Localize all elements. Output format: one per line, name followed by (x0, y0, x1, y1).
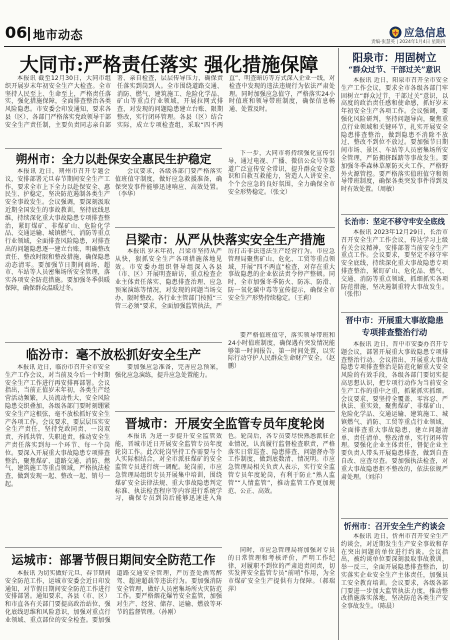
article-changzhi-title: 长治市：坚定不移守牢安全底线 (344, 217, 445, 226)
section-rule (341, 214, 448, 215)
article-jincheng-body (115, 433, 335, 543)
section-rule (115, 411, 335, 412)
article-shuozhou-body (5, 168, 110, 340)
article-linfen-body (5, 364, 110, 544)
header-rule (4, 46, 446, 47)
brand-title: 应急信息 (404, 27, 446, 39)
section-rule (5, 342, 222, 343)
article-paragraph: 要加强应急准备，完善应急预案，强化应急演练，提升应急处置能力。 (115, 364, 222, 379)
emergency-logo-icon (389, 26, 402, 39)
article-yangquan-title-line1: 阳泉市：用固树立 (352, 52, 437, 64)
article-paragraph: 本报讯 近日，晋中市安委办召开专题会议，部署开展重大事故隐患专项排查整治行动。会议指出，开展重大事故隐患专项排查整治是防范化解重大安全风险的有效手段，各级各部门要切实提高思想认识，把专项行动作为当前安全生产工作的重中之重，抓紧抓实抓细。会议要求，要坚持全覆盖、零容忍、严执法、重实效，聚焦煤矿、非煤矿山、危险化学品、交通运输、建筑施工、城镇燃气、消防、工贸等重点行业领域，全面排查重大事故隐患，建立问题清单、责任清单、整改清单，实行闭环管理。要强化企业主体责任，督促企业主要负责人带头开展隐患排查，做到自查自改、应查尽查。要加强执法检查，对重大事故隐患拒不整改的，依法依规严肃处理。（刘洋） (341, 341, 448, 481)
article-paragraph: 本报讯 岁末年初，吕梁市坚持从严从快，狠抓安全生产各项措施落地见效。市安委办组织督导组深入各县（市、区）开展明查暗访，重点检查企业主体责任落实、隐患排查治理、应急预案演练等情况，对发现的问题当场交办、限时整改。各行业主管部门按照“三管三必须”要求，全面加强监管执法，严厉打击非法违法生产经营行为。市应急管理局聚焦矿山、危化、工贸等重点领域，开展“四不两直”检查，对存在重大事故隐患的企业依法责令停产整顿。同时，全市加强冬季防火、防冻、防滑、防一氧化碳中毒等宣传提示，确保全市安全生产形势持续稳定。（王莉） (115, 248, 335, 310)
article-paragraph: 本报讯 为进一步提升安全监管效能，晋城市近日开展安全监管专员年度轮岗工作。此次轮岗坚持工作需要与个人实际相结合，对全市派驻煤矿的安全监管专员进行统一调配。轮岗前，市应急管理局组织专员开展集中培训，围绕煤矿安全法律法规、重大事故隐患判定标准、执法检查程序等内容进行系统学习，确保专员到岗后能够迅速进入角色。轮岗后，各专员要尽快熟悉派驻企业情况，认真履行监督检查职责，严格落实日常巡查、隐患排查、问题督办等工作制度，做到底数清、情况明。市应急管理局相关负责人表示，实行安全监管专员年度轮岗，有利于防止“熟人监管”“人情监管”，推动监管工作更加规范、公正、高效。 (115, 433, 335, 503)
article-paragraph: 要严格值班值守，落实领导带班和24小时值班制度，确保遇有突发情况能够第一时间报告、第一时间处置，以实际行动守护人民群众生命财产安全。（赵鹏） (228, 332, 335, 371)
article-jinzhong-body (341, 341, 448, 515)
article-datong-body-continued (228, 150, 335, 225)
article-datong-body (5, 75, 335, 146)
section-rule (341, 518, 448, 519)
article-paragraph: 本报讯 近日，临汾市召开全市安全生产工作会议，对当前及今后一个时期安全生产工作进行再安排再部署。会议指出，当前正值岁末年初，各类生产经营活动频繁，人员流动性大，安全风险隐患交织叠加，各级各部门要时刻绷紧安全生产这根弦，毫不放松抓好安全生产各项工作。会议要求，要层层压实安全生产责任，坚持党政同责、一岗双责、齐抓共管、失职追责，推动安全生产责任落实到每一个环节、每一个岗位。要深入开展重大事故隐患专项排查整治，聚焦煤矿、道路交通、消防、燃气、建筑施工等重点领域，严格执法检查，做到发现一起、整改一起、销号一起。 (5, 364, 110, 488)
article-shuozhou-body-continued (115, 168, 222, 225)
article-xinzhou-title: 忻州市：召开安全生产约谈会 (343, 522, 446, 531)
article-paragraph: 本报讯 2023年12月29日，长治市召开安全生产工作会议，传达学习上级有关会议精神，安排部署当前安全生产重点工作。会议要求，要坚定不移守牢安全底线，持续深化重大事故隐患专项排查整治，紧盯矿山、危化品、燃气、交通、消防等重点领域，抓细抓实各项防范措施，坚决遏制重特大事故发生。（张伟） (341, 229, 448, 299)
section-rule (5, 547, 222, 548)
article-yangquan-body (341, 77, 448, 212)
article-paragraph: 下一步，大同市将持续强化宣传引导，通过电视、广播、微信公众号等渠道广泛宣传安全常识，提升群众安全意识和自救互救能力，营造人人讲安全、个个会应急的良好氛围，全力确保全市安全形势稳定。（张文） (228, 150, 335, 196)
article-paragraph: 本报讯 近日，朔州市召开专题会议，安排部署元旦春节期间安全生产工作，要求全市上下全力以赴保安全、惠民生、护稳定，坚决防范遏制各类生产安全事故发生。会议强调，要深刻汲取近期全国发生的事故教训，坚持底线思维，持续深化重大事故隐患专项排查整治，紧盯煤矿、非煤矿山、危险化学品、交通运输、城镇燃气、消防等重点行业领域，全面排查风险隐患，对排查出的问题隐患逐一建立台账，明确整改责任、整改时限和整改措施，确保隐患动态清零。要加强节日期间商场、超市、车站等人员密集场所安全管理，落实各项安全防范措施。要加强冬季供暖保障，确保群众温暖过冬。 (5, 168, 110, 292)
section-rule (341, 312, 448, 313)
article-yuncheng-title: 运城市：部署节假日期间安全防范工作 (11, 553, 216, 567)
article-shuozhou-title: 朔州市：全力以赴保安全惠民生护稳定 (15, 152, 212, 166)
article-datong-title: 大同市:严格责任落实 强化措施保障 (19, 54, 319, 76)
article-paragraph: 会议要求，各级各部门要严格落实值班值守制度，做好应急救援准备，确保突发事件能够迅速响应、高效处置。（李华） (115, 168, 222, 199)
article-jinzhong-title-line2: 专项排查整治行动 (361, 327, 428, 337)
column-divider (338, 48, 339, 640)
article-linfen-body-continued (115, 364, 222, 409)
article-jincheng-body-continued (228, 547, 335, 638)
article-lvliang-title: 吕梁市：从严从快落实安全生产措施 (124, 232, 325, 247)
article-yuncheng-body (5, 570, 222, 638)
article-paragraph: 同时，市应急管理局将加强对专员的日常管理和考核评价，严明工作纪律，对履职不到位的严肃追责问责，切实发挥安全监管专员“前哨”作用，为全市煤矿安全生产提供有力保障。（郝瑞萍） (228, 547, 335, 593)
article-jinzhong-title-line1: 晋中市：开展重大事故隐患 (345, 315, 444, 325)
article-changzhi-body (341, 229, 448, 309)
article-jincheng-title: 晋城市：开展安全监管专员年度轮岗 (124, 416, 325, 431)
section-title: 地市动态 (33, 28, 84, 42)
article-yangquan-title-line2: “群众过节、干部过关”意识 (348, 65, 441, 74)
article-paragraph: 本报讯 近日，阳泉市召开全市安全生产工作会议，要求全市各级各部门牢固树立“群众过节、干部过关”意识，以高度的政治责任感和使命感，抓好岁末年初安全生产各项工作。会议强调，要强化风险研判，坚持问题导向，聚焦重点行业领域和关键环节，扎实开展安全隐患排查整治，做到隐患不消除不放过、整改不到位不放过。要加强节日期间市场、景区、车站等人员密集场所安全管理，严防拥挤踩踏等事故发生。要加强冬季森林草原防灭火工作，严格野外火源管控。要严格落实值班值守和领导带班制度，确保各类突发事件得到及时有效处置。（周敏） (341, 77, 448, 194)
article-linfen-body-continued-2 (228, 332, 335, 410)
article-lvliang-body (115, 248, 335, 329)
article-linfen-title: 临汾市：毫不放松抓好安全生产 (25, 347, 201, 362)
editor-date-line: 责编·张慧英 | 2024年1月4日 星期四 (371, 40, 445, 45)
article-paragraph: 本报讯 截至12月30日，大同市组织开展岁末年初安全生产大检查。全市坚持人民至上、生命至上，严格责任落实，强化措施保障，全面排查整治各类风险隐患。市安委会印发通知，要求各县（区）、各部门严格落实党政领导干部安全生产责任制，主要负责同志亲自部署、亲自检查，层层传导压力，确保责任落实到岗到人。全市围绕道路交通、消防、燃气、建筑施工、危险化学品、矿山等重点行业领域，开展拉网式排查，对发现的问题隐患建立台账、限期整改，实行闭环管理。各县（区）结合实际，成立专项检查组，采取“四不两直”、明查暗访等方式深入企业一线，对检查中发现的违法违规行为依法严肃处理。同时加强应急值守，严格落实24小时值班和领导带班制度，确保信息畅通、处置及时。 (5, 75, 335, 129)
article-xinzhou-body (341, 533, 448, 638)
article-paragraph: 本报讯 近日，忻州市召开安全生产约谈会，对近期发生生产安全事故和存在突出问题的单位进行约谈。会议指出，被约谈单位要深刻汲取事故教训，举一反三，全面开展隐患排查整治，切实落实企业安全生产主体责任，加强员工安全教育培训。会议要求，各级各部门要进一步加大监管执法力度，推动整改措施落实落地，坚决防范各类生产安全事故发生。（陈晨） (341, 533, 448, 611)
page-number: 06 (5, 23, 28, 42)
section-rule (115, 227, 335, 228)
article-paragraph: 本报讯 为切实做好元旦、春节期间安全防范工作，运城市安委会近日印发通知，对节假日期间安全防范工作进行安排部署。通知要求，各县（市、区）和市直各有关部门要提高政治站位，强化底线思维和风险意识，加强对重点行业领域、重点部位的安全检查。要加强道路交通安全管理，严厉查处酒驾醉驾、超速超载等违法行为。要加强消防安全管理，做好人员密集场所火灾防范工作。要严格烟花爆竹安全监管，加强对生产、经营、储存、运输、燃放等环节的监督管理。（孙刚） (5, 570, 222, 624)
header-separator (28, 27, 30, 41)
section-rule (5, 148, 222, 149)
